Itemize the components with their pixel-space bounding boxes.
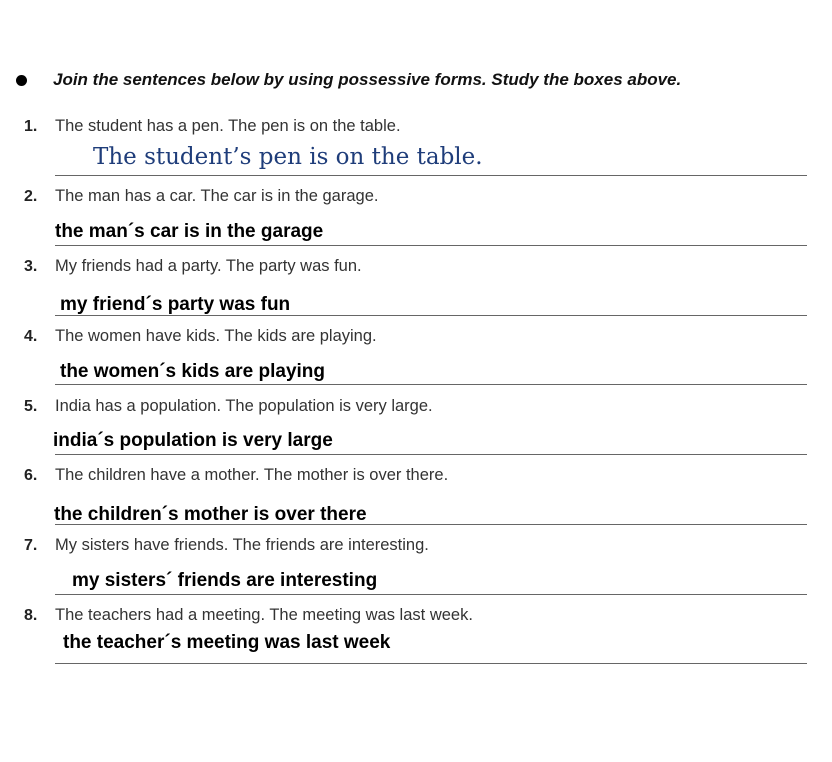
- answer-line: [55, 524, 807, 525]
- answer-text: india´s population is very large: [53, 430, 333, 451]
- answer-text: The student’s pen is on the table.: [93, 144, 483, 170]
- answer-line: [55, 315, 807, 316]
- answer-text: the children´s mother is over there: [54, 504, 367, 525]
- answer-line: [55, 594, 807, 595]
- answer-text: my friend´s party was fun: [60, 294, 291, 315]
- question-text: The children have a mother. The mother is over there.: [55, 466, 449, 484]
- item-number: 7.: [24, 537, 38, 554]
- instruction-text: Join the sentences below by using possessive forms. Study the boxes above.: [53, 70, 682, 89]
- question-text: The student has a pen. The pen is on the table.: [55, 117, 401, 135]
- item-number: 3.: [24, 258, 38, 275]
- question-text: The man has a car. The car is in the garage.: [55, 187, 379, 205]
- answer-text: the teacher´s meeting was last week: [63, 632, 391, 653]
- answer-text: the man´s car is in the garage: [55, 221, 324, 242]
- item-number: 5.: [24, 398, 38, 415]
- question-text: The women have kids. The kids are playing.: [55, 327, 377, 345]
- question-text: My friends had a party. The party was fun.: [55, 257, 362, 275]
- question-text: India has a population. The population is very large.: [55, 397, 433, 415]
- answer-line: [55, 663, 807, 664]
- bullet-point: [16, 75, 27, 86]
- answer-text: the women´s kids are playing: [60, 361, 326, 382]
- answer-line: [55, 175, 807, 176]
- answer-text: my sisters´ friends are interesting: [72, 570, 378, 591]
- item-number: 1.: [24, 118, 38, 135]
- question-text: The teachers had a meeting. The meeting was last week.: [55, 606, 473, 624]
- item-number: 8.: [24, 607, 38, 624]
- item-number: 2.: [24, 188, 38, 205]
- item-number: 4.: [24, 328, 38, 345]
- item-number: 6.: [24, 467, 38, 484]
- answer-line: [55, 454, 807, 455]
- answer-line: [55, 384, 807, 385]
- answer-line: [55, 245, 807, 246]
- question-text: My sisters have friends. The friends are interesting.: [55, 536, 429, 554]
